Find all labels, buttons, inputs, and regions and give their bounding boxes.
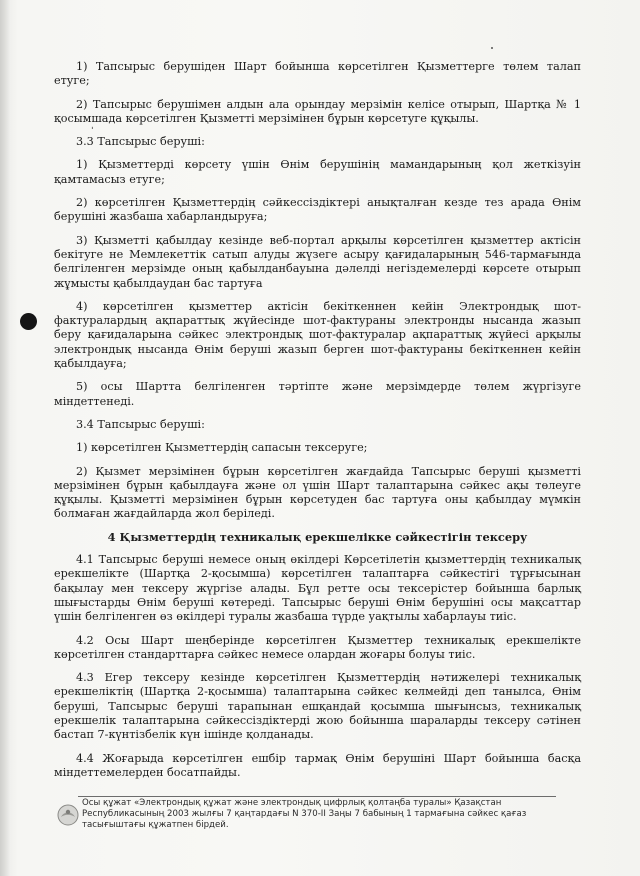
hole-punch-mark (20, 313, 37, 330)
document-body (54, 60, 581, 780)
footer-legal-note: Осы құжат «Электрондық құжат және электрондық цифрлық қолтаңба туралы» Қазақстан Республикасының 2003 жылғы 7 қаңтардағы N 370-II Заңы 7 бабының 1 тармағына сәйкес қағаз тасығыштағы құжатпен бірдей. (82, 798, 527, 831)
scan-speck (491, 47, 493, 49)
clause-paragraph: 4.3 Егер тексеру кезінде көрсетілген Қызметтердің нәтижелері техникалық ерекшеліктің (Шартқа 2-қосымша) талаптарына сәйкес келмейді деп танылса, Өнім беруші, Тапсырыс беруші тарапынан ешқандай қосымша шығынсыз, техникалық ерекшелік талаптарына сәйкессіздіктерді жою бойынша шараларды тексеру сәтінен бастап 7-күнтізбелік күн ішінде қолданады. (54, 671, 581, 742)
clause-heading: 3.4 Тапсырыс беруші: (76, 417, 205, 431)
paragraph-gap (54, 126, 581, 135)
clause-paragraph: 1) Тапсырыс берушіден Шарт бойынша көрсетілген Қызметтерге төлем талап етуге; (54, 60, 581, 88)
clause-paragraph: 4) көрсетілген қызметтер актісін бекіткеннен кейін Электрондық шот-фактуралардың ақпараттық жүйесінде шот-фактураны электронды нысанда жазып беру қағидаларына сәйкес электрондық шот-фактуралар ақпараттық жүйесі арқылы электрондық нысанда Өнім беруші жазып берген шот-фактураны бекіткеннен кейін қабылдауға; (54, 299, 581, 371)
clause-paragraph: 4.1 Тапсырыс беруші немесе оның өкілдері Көрсетілетін қызметтердің техникалық ерекшелікте (Шартқа 2-қосымша) көрсетілген талаптарға сәйкестігі тұрғысынан бақылау мен тексеру жүргізе алады. Бұл ретте осы тексерістер бойынша барлық шығыстарды Өнім беруші көтереді. Тапсырыс беруші Өнім берушіні осы мақсаттар үшін белгіленген өз өкілдері туралы жазбаша түрде уақтылы хабарлауы тиіс. (54, 553, 581, 624)
paragraph-gap (54, 409, 581, 418)
scan-edge-shadow (0, 0, 10, 876)
paragraph-gap (54, 291, 581, 300)
paragraph-gap (54, 522, 581, 530)
paragraph-gap (54, 371, 581, 380)
clause-paragraph: 1) көрсетілген Қызметтердің сапасын тексеруге; (76, 441, 368, 455)
clause-paragraph: 2) Тапсырыс берушімен алдын ала орындау мерзімін келісе отырып, Шартқа № 1 қосымшада көрсетілген Қызметті мерзімінен бұрын көрсетуге құқылы. (54, 97, 581, 125)
paragraph-gap (54, 187, 581, 196)
clause-paragraph: 2) Қызмет мерзімінен бұрын көрсетілген жағдайда Тапсырыс беруші қызметті мерзімінен бұрын қабылдауға және ол үшін Шарт талаптарына сәйкес ақы төлеуге құқылы. Қызметті мерзімінен бұрын көрсетуден бас тартуға оны қабылдау мүмкін болмаған жағдайларда жол беріледі. (54, 464, 581, 521)
section-heading: 4 Қызметтердің техникалық ерекшелікке сәйкестігін тексеру (107, 529, 528, 544)
clause-paragraph: 2) көрсетілген Қызметтердің сәйкессіздіктері анықталған кезде тез арада Өнім берушіні жазбаша хабарландыруға; (54, 196, 581, 224)
paragraph-gap (54, 625, 581, 634)
paragraph-gap (54, 743, 581, 752)
paragraph-gap (54, 456, 581, 465)
clause-paragraph: 4.4 Жоғарыда көрсетілген ешбір тармақ Өнім берушіні Шарт бойынша басқа міндеттемелерден босатпайды. (54, 751, 581, 779)
clause-heading: 3.3 Тапсырыс беруші: (76, 135, 205, 149)
footer-divider (78, 796, 556, 797)
clause-paragraph: 1) Қызметтерді көрсету үшін Өнім берушінің мамандарының қол жеткізуін қамтамасыз етуге; (54, 158, 581, 186)
paragraph-gap (54, 662, 581, 671)
paragraph-gap (54, 149, 581, 158)
clause-paragraph: 4.2 Осы Шарт шеңберінде көрсетілген Қызметтер техникалық ерекшелікте көрсетілген стандарттарға сәйкес немесе олардан жоғары болуы тиіс. (54, 633, 581, 661)
seal-icon (56, 803, 80, 827)
clause-paragraph: 3) Қызметті қабылдау кезінде веб-портал арқылы көрсетілген қызметтер актісін бекітуге не Мемлекеттік сатып алуды жүзеге асыру қағидаларының 546-тармағында белгіленген мерзімде оның қабылданбауына дәлелді негіздемелерді көрсете отырып жұмысты қабылдаудан бас тартуға (54, 233, 581, 290)
paragraph-gap (54, 89, 581, 98)
clause-paragraph: 5) осы Шартта белгіленген тәртіпте және мерзімдерде төлем жүргізуге міндеттенеді. (54, 380, 581, 408)
paragraph-gap (54, 544, 581, 553)
paragraph-gap (54, 432, 581, 441)
pen-tick-mark: ˈ (91, 127, 94, 137)
paragraph-gap (54, 225, 581, 234)
